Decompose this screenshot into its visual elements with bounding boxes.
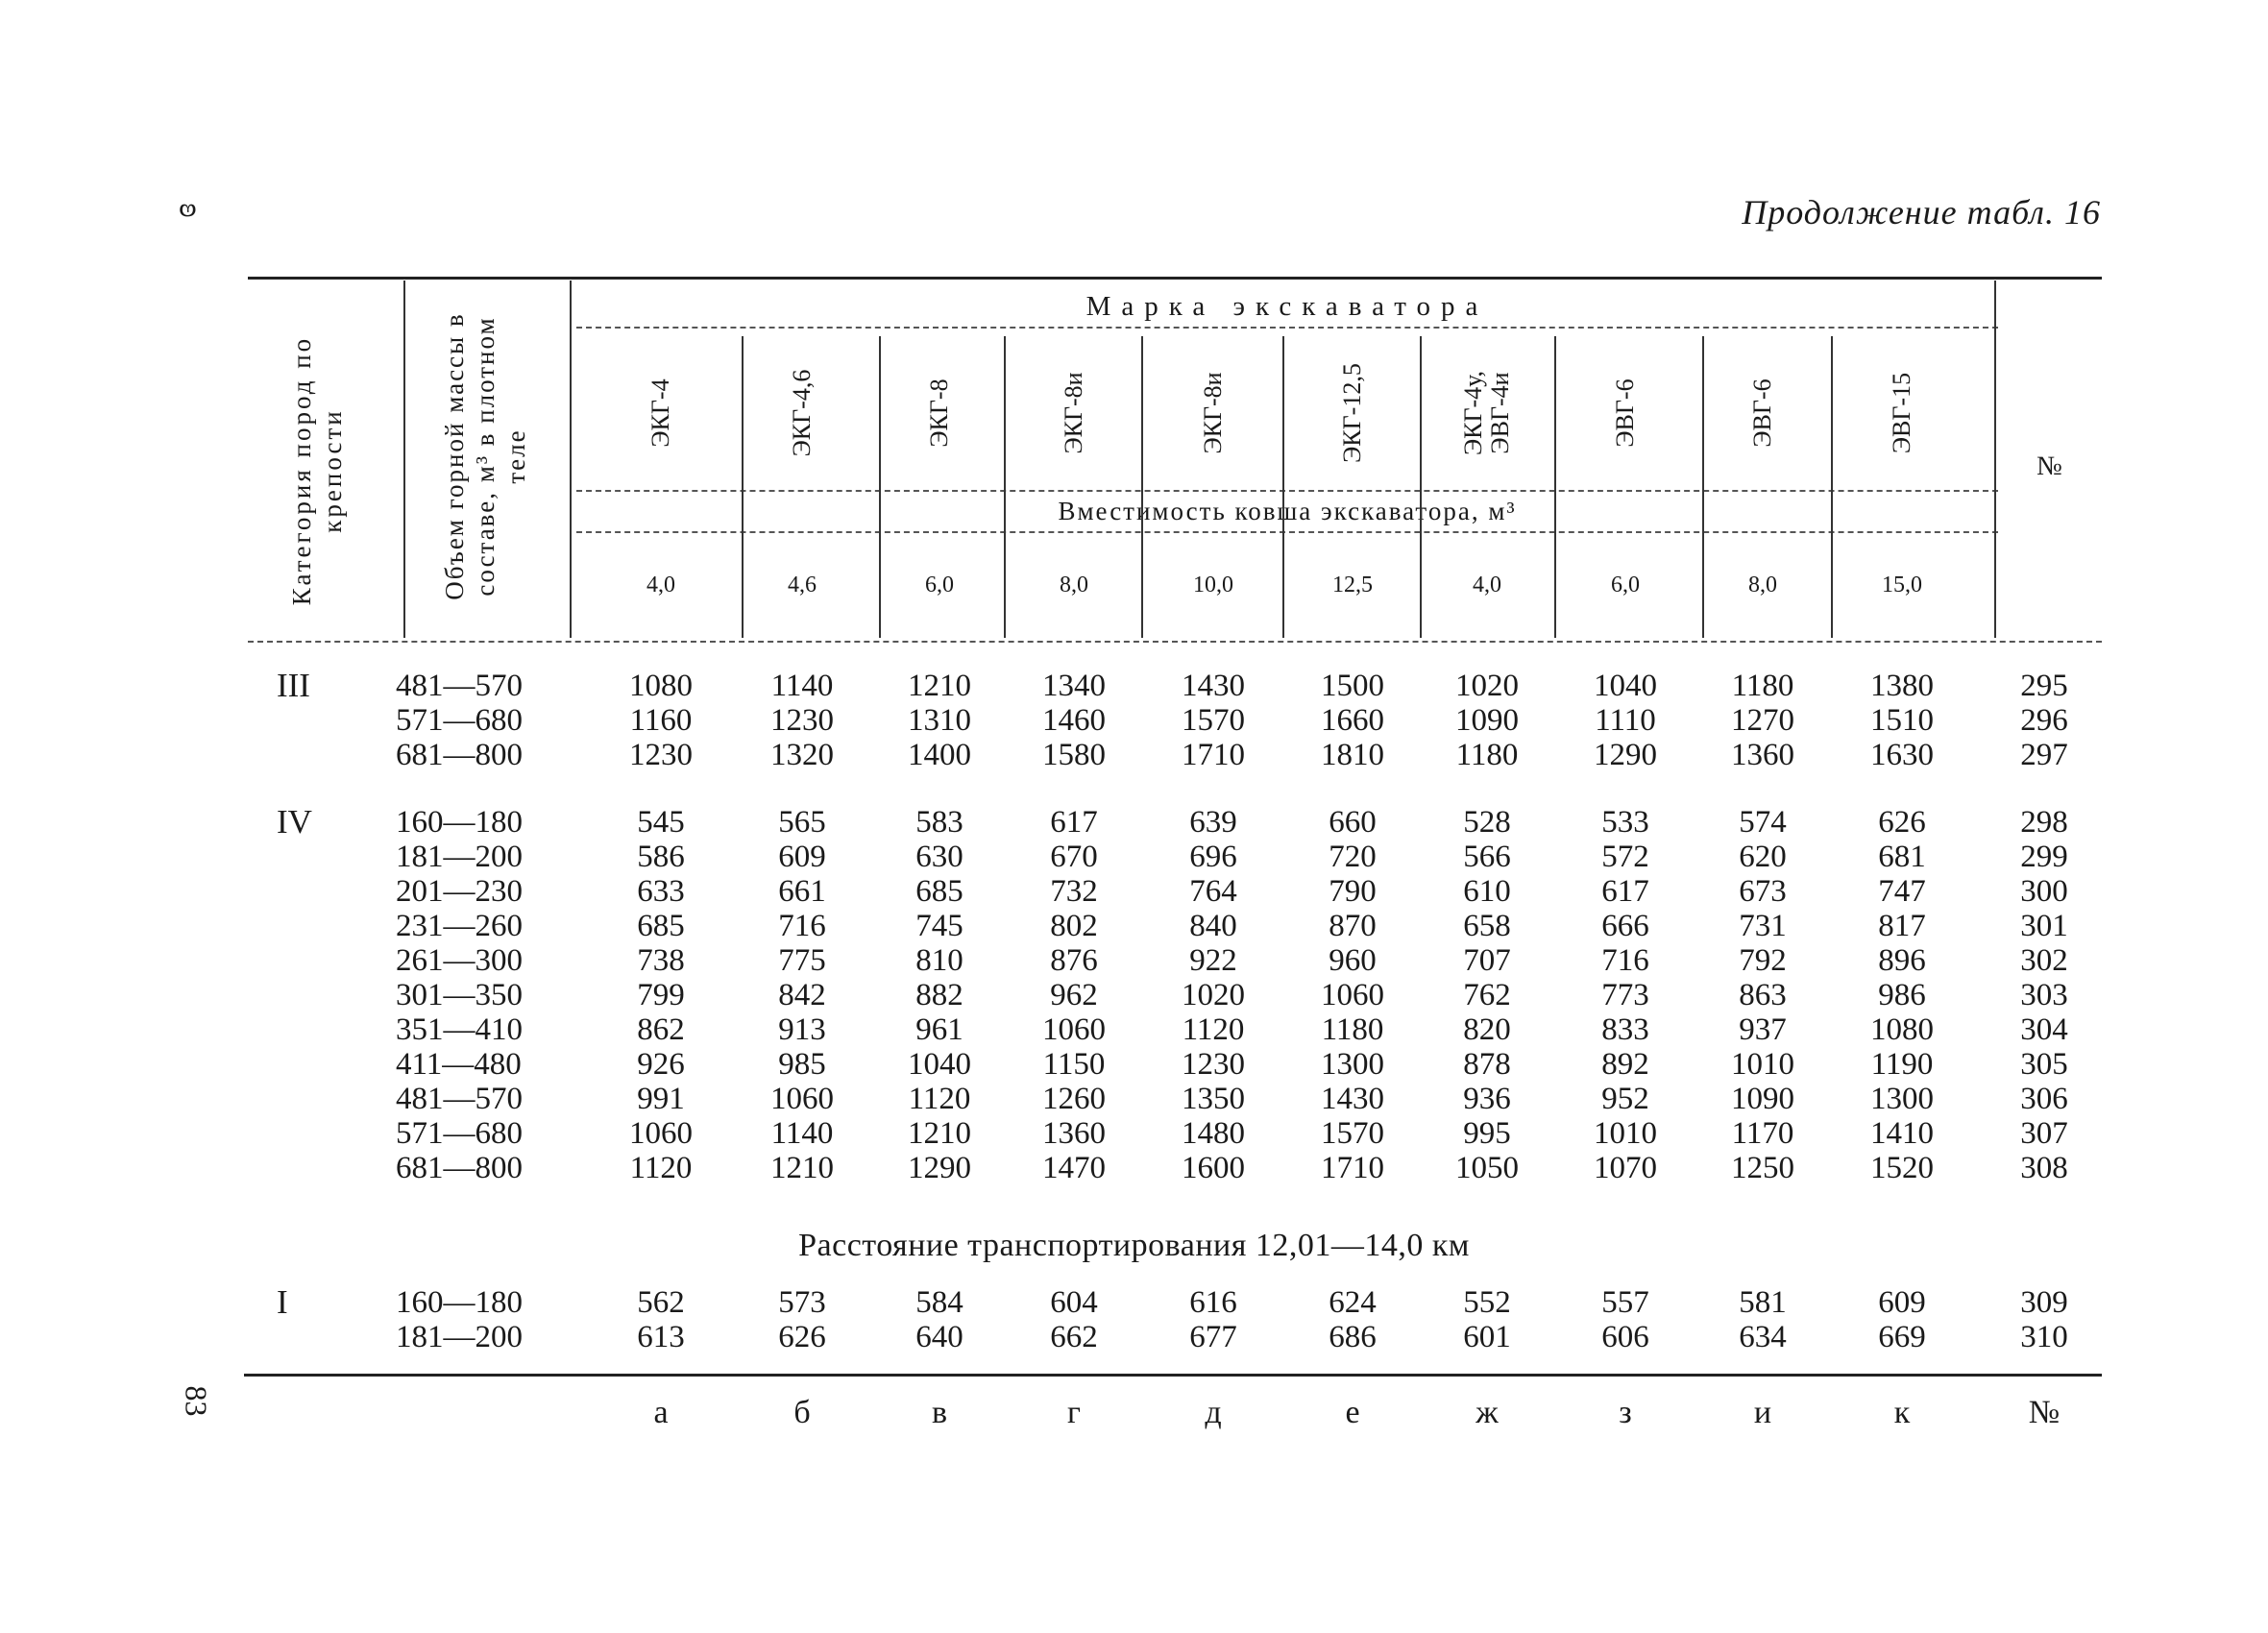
table-cell: 1060 xyxy=(629,1116,693,1151)
table-cell: 799 xyxy=(637,978,685,1012)
capacity-label-rule xyxy=(576,531,1998,533)
table-cell: 609 xyxy=(778,840,826,874)
table-cell: 882 xyxy=(915,978,963,1012)
row-number: 306 xyxy=(2020,1082,2068,1116)
table-cell: 863 xyxy=(1739,978,1787,1012)
table-cell: 1060 xyxy=(1321,978,1384,1012)
table-cell: 1290 xyxy=(908,1151,971,1185)
table-cell: 1040 xyxy=(1594,669,1657,703)
volume-range: 160—180 xyxy=(396,1285,523,1320)
column-letter: з xyxy=(1619,1395,1632,1430)
table-cell: 634 xyxy=(1739,1320,1787,1354)
table-cell: 1290 xyxy=(1594,738,1657,772)
table-cell: 922 xyxy=(1189,943,1237,978)
row-number: 307 xyxy=(2020,1116,2068,1151)
table-cell: 606 xyxy=(1601,1320,1649,1354)
volume-range: 681—800 xyxy=(396,1151,523,1185)
volume-range: 160—180 xyxy=(396,805,523,840)
table-cell: 658 xyxy=(1463,909,1511,943)
table-cell: 670 xyxy=(1050,840,1098,874)
table-cell: 745 xyxy=(915,909,963,943)
excavator-brand-header: Марка экскаватора xyxy=(1085,291,1489,322)
volume-range: 411—480 xyxy=(396,1047,522,1082)
volume-range: 181—200 xyxy=(396,840,523,874)
table-cell: 669 xyxy=(1878,1320,1926,1354)
rock-category: III xyxy=(277,667,310,704)
table-caption: Продолжение табл. 16 xyxy=(1742,193,2101,232)
table-cell: 1080 xyxy=(1870,1012,1934,1047)
table-cell: 732 xyxy=(1050,874,1098,909)
rock-category: IV xyxy=(277,803,312,841)
model-col-divider xyxy=(1420,336,1422,638)
col-divider-1 xyxy=(403,280,405,638)
table-cell: 1190 xyxy=(1870,1047,1934,1082)
row-number: 298 xyxy=(2020,805,2068,840)
volume-range: 261—300 xyxy=(396,943,523,978)
bucket-capacity-value: 8,0 xyxy=(1060,573,1088,597)
table-cell: 1170 xyxy=(1731,1116,1794,1151)
table-cell: 1010 xyxy=(1594,1116,1657,1151)
volume-range: 571—680 xyxy=(396,1116,523,1151)
table-cell: 1580 xyxy=(1042,738,1106,772)
table-cell: 609 xyxy=(1878,1285,1926,1320)
table-cell: 696 xyxy=(1189,840,1237,874)
table-cell: 640 xyxy=(915,1320,963,1354)
table-cell: 913 xyxy=(778,1012,826,1047)
table-cell: 1060 xyxy=(1042,1012,1106,1047)
table-cell: 624 xyxy=(1329,1285,1377,1320)
table-cell: 1430 xyxy=(1321,1082,1384,1116)
table-cell: 1150 xyxy=(1042,1047,1106,1082)
row-number: 301 xyxy=(2020,909,2068,943)
header-bottom-rule xyxy=(248,641,2102,643)
row-number: 310 xyxy=(2020,1320,2068,1354)
table-cell: 892 xyxy=(1601,1047,1649,1082)
table-cell: 707 xyxy=(1463,943,1511,978)
table-cell: 952 xyxy=(1601,1082,1649,1116)
table-cell: 1520 xyxy=(1870,1151,1934,1185)
table-cell: 790 xyxy=(1329,874,1377,909)
table-cell: 1090 xyxy=(1731,1082,1794,1116)
row-number: 296 xyxy=(2020,703,2068,738)
model-col-divider xyxy=(1702,336,1704,638)
table-cell: 716 xyxy=(1601,943,1649,978)
models-bottom-rule xyxy=(576,490,1998,492)
model-col-divider xyxy=(1554,336,1556,638)
table-cell: 961 xyxy=(915,1012,963,1047)
table-cell: 1600 xyxy=(1182,1151,1245,1185)
table-cell: 1310 xyxy=(908,703,971,738)
table-cell: 878 xyxy=(1463,1047,1511,1082)
table-cell: 685 xyxy=(915,874,963,909)
row-number: 297 xyxy=(2020,738,2068,772)
table-cell: 1120 xyxy=(629,1151,693,1185)
column-letter: д xyxy=(1205,1395,1222,1430)
table-cell: 617 xyxy=(1050,805,1098,840)
page-mark-top: ʚ xyxy=(172,203,208,218)
table-cell: 1570 xyxy=(1182,703,1245,738)
table-cell: 842 xyxy=(778,978,826,1012)
table-cell: 862 xyxy=(637,1012,685,1047)
table-cell: 617 xyxy=(1601,874,1649,909)
table-cell: 565 xyxy=(778,805,826,840)
table-cell: 1630 xyxy=(1870,738,1934,772)
table-cell: 573 xyxy=(778,1285,826,1320)
table-cell: 1300 xyxy=(1321,1047,1384,1082)
column-letter: к xyxy=(1893,1395,1911,1430)
table-cell: 1010 xyxy=(1731,1047,1794,1082)
column-letter: в xyxy=(931,1395,948,1430)
table-cell: 1270 xyxy=(1731,703,1794,738)
column-letter: ж xyxy=(1475,1395,1499,1430)
volume-range: 351—410 xyxy=(396,1012,523,1047)
bucket-capacity-header: Вместимость ковша экскаватора, м³ xyxy=(1058,497,1517,525)
table-cell: 1460 xyxy=(1042,703,1106,738)
row-number: 302 xyxy=(2020,943,2068,978)
bucket-capacity-value: 4,0 xyxy=(646,573,675,597)
table-cell: 626 xyxy=(1878,805,1926,840)
table-cell: 1260 xyxy=(1042,1082,1106,1116)
column-letter: а xyxy=(653,1395,669,1430)
rock-category: I xyxy=(277,1283,288,1321)
table-cell: 1350 xyxy=(1182,1082,1245,1116)
row-number: 300 xyxy=(2020,874,2068,909)
table-cell: 583 xyxy=(915,805,963,840)
model-col-divider xyxy=(1831,336,1833,638)
table-cell: 876 xyxy=(1050,943,1098,978)
group-underline xyxy=(576,327,1998,329)
table-cell: 610 xyxy=(1463,874,1511,909)
table-cell: 960 xyxy=(1329,943,1377,978)
table-top-rule xyxy=(248,277,2102,280)
table-cell: 995 xyxy=(1463,1116,1511,1151)
table-cell: 1080 xyxy=(629,669,693,703)
column-letter-number: № xyxy=(2028,1395,2061,1430)
table-cell: 1120 xyxy=(908,1082,971,1116)
volume-range: 301—350 xyxy=(396,978,523,1012)
table-cell: 773 xyxy=(1601,978,1649,1012)
table-cell: 545 xyxy=(637,805,685,840)
volume-range: 201—230 xyxy=(396,874,523,909)
volume-range: 181—200 xyxy=(396,1320,523,1354)
table-cell: 817 xyxy=(1878,909,1926,943)
table-cell: 685 xyxy=(637,909,685,943)
volume-range: 481—570 xyxy=(396,1082,523,1116)
table-cell: 747 xyxy=(1878,874,1926,909)
table-cell: 620 xyxy=(1739,840,1787,874)
column-letter: е xyxy=(1345,1395,1360,1430)
table-cell: 661 xyxy=(778,874,826,909)
table-cell: 1210 xyxy=(770,1151,834,1185)
table-cell: 731 xyxy=(1739,909,1787,943)
table-cell: 1300 xyxy=(1870,1082,1934,1116)
table-cell: 1810 xyxy=(1321,738,1384,772)
table-cell: 574 xyxy=(1739,805,1787,840)
table-cell: 985 xyxy=(778,1047,826,1082)
table-cell: 937 xyxy=(1739,1012,1787,1047)
table-cell: 1360 xyxy=(1731,738,1794,772)
table-cell: 1120 xyxy=(1182,1012,1245,1047)
table-cell: 1210 xyxy=(908,1116,971,1151)
table-cell: 639 xyxy=(1189,805,1237,840)
bucket-capacity-value: 6,0 xyxy=(1611,573,1640,597)
table-cell: 1570 xyxy=(1321,1116,1384,1151)
table-cell: 1050 xyxy=(1455,1151,1519,1185)
table-cell: 1020 xyxy=(1182,978,1245,1012)
table-cell: 633 xyxy=(637,874,685,909)
model-col-divider xyxy=(742,336,744,638)
table-cell: 626 xyxy=(778,1320,826,1354)
row-number: 309 xyxy=(2020,1285,2068,1320)
table-cell: 1230 xyxy=(629,738,693,772)
table-cell: 552 xyxy=(1463,1285,1511,1320)
table-cell: 572 xyxy=(1601,840,1649,874)
model-col-divider xyxy=(879,336,881,638)
table-cell: 896 xyxy=(1878,943,1926,978)
table-cell: 528 xyxy=(1463,805,1511,840)
table-cell: 764 xyxy=(1189,874,1237,909)
table-cell: 775 xyxy=(778,943,826,978)
table-cell: 1140 xyxy=(770,1116,834,1151)
table-cell: 1070 xyxy=(1594,1151,1657,1185)
table-cell: 1140 xyxy=(770,669,834,703)
table-cell: 820 xyxy=(1463,1012,1511,1047)
table-cell: 716 xyxy=(778,909,826,943)
table-cell: 1510 xyxy=(1870,703,1934,738)
table-cell: 662 xyxy=(1050,1320,1098,1354)
table-cell: 581 xyxy=(1739,1285,1787,1320)
column-letter: б xyxy=(793,1395,811,1430)
bucket-capacity-value: 4,0 xyxy=(1473,573,1501,597)
table-cell: 566 xyxy=(1463,840,1511,874)
table-cell: 681 xyxy=(1878,840,1926,874)
bucket-capacity-value: 4,6 xyxy=(788,573,817,597)
table-cell: 1160 xyxy=(629,703,693,738)
table-cell: 1060 xyxy=(770,1082,834,1116)
col-divider-2 xyxy=(570,280,572,638)
table-cell: 962 xyxy=(1050,978,1098,1012)
volume-range: 571—680 xyxy=(396,703,523,738)
table-cell: 666 xyxy=(1601,909,1649,943)
row-number: 308 xyxy=(2020,1151,2068,1185)
table-cell: 738 xyxy=(637,943,685,978)
table-cell: 1020 xyxy=(1455,669,1519,703)
table-cell: 810 xyxy=(915,943,963,978)
table-cell: 660 xyxy=(1329,805,1377,840)
number-header: № xyxy=(2036,451,2062,481)
table-cell: 1430 xyxy=(1182,669,1245,703)
table-cell: 1180 xyxy=(1731,669,1794,703)
table-cell: 1250 xyxy=(1731,1151,1794,1185)
table-cell: 1090 xyxy=(1455,703,1519,738)
table-cell: 1710 xyxy=(1182,738,1245,772)
table-cell: 762 xyxy=(1463,978,1511,1012)
table-cell: 562 xyxy=(637,1285,685,1320)
volume-range: 231—260 xyxy=(396,909,523,943)
volume-range: 481—570 xyxy=(396,669,523,703)
table-cell: 1400 xyxy=(908,738,971,772)
table-cell: 1360 xyxy=(1042,1116,1106,1151)
table-cell: 1660 xyxy=(1321,703,1384,738)
bucket-capacity-value: 10,0 xyxy=(1193,573,1233,597)
row-number: 303 xyxy=(2020,978,2068,1012)
table-cell: 1230 xyxy=(770,703,834,738)
table-cell: 720 xyxy=(1329,840,1377,874)
section-title: Расстояние транспортирования 12,01—14,0 км xyxy=(798,1228,1470,1263)
table-cell: 1380 xyxy=(1870,669,1934,703)
table-cell: 1040 xyxy=(908,1047,971,1082)
table-cell: 1480 xyxy=(1182,1116,1245,1151)
table-cell: 1340 xyxy=(1042,669,1106,703)
bucket-capacity-value: 12,5 xyxy=(1332,573,1373,597)
table-cell: 1500 xyxy=(1321,669,1384,703)
table-cell: 1230 xyxy=(1182,1047,1245,1082)
table-bottom-rule xyxy=(244,1374,2102,1377)
table-cell: 677 xyxy=(1189,1320,1237,1354)
table-cell: 673 xyxy=(1739,874,1787,909)
column-letter: г xyxy=(1067,1395,1081,1430)
table-cell: 833 xyxy=(1601,1012,1649,1047)
table-cell: 991 xyxy=(637,1082,685,1116)
column-letter: и xyxy=(1753,1395,1772,1430)
table-cell: 1410 xyxy=(1870,1116,1934,1151)
table-cell: 1180 xyxy=(1455,738,1519,772)
table-cell: 926 xyxy=(637,1047,685,1082)
table-cell: 586 xyxy=(637,840,685,874)
table-cell: 1110 xyxy=(1595,703,1656,738)
row-number: 304 xyxy=(2020,1012,2068,1047)
table-cell: 840 xyxy=(1189,909,1237,943)
row-number: 299 xyxy=(2020,840,2068,874)
table-cell: 686 xyxy=(1329,1320,1377,1354)
table-cell: 601 xyxy=(1463,1320,1511,1354)
bucket-capacity-value: 8,0 xyxy=(1748,573,1777,597)
table-cell: 802 xyxy=(1050,909,1098,943)
bucket-capacity-value: 6,0 xyxy=(925,573,954,597)
table-cell: 1180 xyxy=(1321,1012,1384,1047)
table-cell: 616 xyxy=(1189,1285,1237,1320)
table-cell: 936 xyxy=(1463,1082,1511,1116)
table-cell: 870 xyxy=(1329,909,1377,943)
model-col-divider xyxy=(1004,336,1006,638)
table-cell: 1320 xyxy=(770,738,834,772)
table-cell: 1470 xyxy=(1042,1151,1106,1185)
table-cell: 630 xyxy=(915,840,963,874)
table-cell: 604 xyxy=(1050,1285,1098,1320)
table-cell: 792 xyxy=(1739,943,1787,978)
table-cell: 557 xyxy=(1601,1285,1649,1320)
volume-range: 681—800 xyxy=(396,738,523,772)
bucket-capacity-value: 15,0 xyxy=(1882,573,1922,597)
row-number: 305 xyxy=(2020,1047,2068,1082)
model-col-divider xyxy=(1282,336,1284,638)
model-col-divider xyxy=(1141,336,1143,638)
page-number: 83 xyxy=(179,1385,214,1417)
table-cell: 986 xyxy=(1878,978,1926,1012)
table-cell: 533 xyxy=(1601,805,1649,840)
table-cell: 613 xyxy=(637,1320,685,1354)
table-cell: 1710 xyxy=(1321,1151,1384,1185)
row-number: 295 xyxy=(2020,669,2068,703)
table-cell: 584 xyxy=(915,1285,963,1320)
table-cell: 1210 xyxy=(908,669,971,703)
